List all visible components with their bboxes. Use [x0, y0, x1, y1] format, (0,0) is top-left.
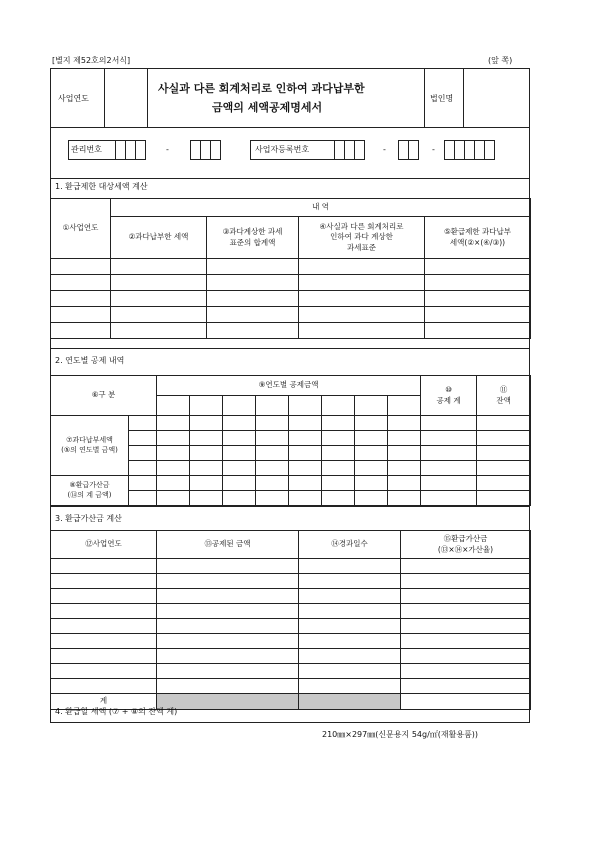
biz-reg-box[interactable]	[354, 140, 365, 160]
total-gray-cell	[157, 694, 299, 710]
col-refund-limited-tax: ⑤환급제한 과다납부 세액(②×(④/③))	[425, 217, 531, 259]
table-row[interactable]	[51, 307, 531, 323]
section3-table	[50, 530, 531, 710]
section3-title: 3. 환급가산금 계산	[55, 514, 122, 523]
biz-reg-box[interactable]	[484, 140, 495, 160]
col-yearly-deduction: ⑨연도별 공제금액	[157, 376, 421, 396]
row-overpaid-tax: ⑦과다납부세액 (⑤의 연도별 금액)	[51, 416, 129, 476]
col-business-year: ①사업연도	[51, 199, 111, 259]
form-number: [별지 제52호의2서식]	[52, 56, 131, 65]
section1-title: 1. 환급제한 대상세액 계산	[55, 182, 148, 191]
business-year-label: 사업연도	[58, 94, 89, 103]
section1-table	[50, 198, 531, 339]
content-header: 내 역	[111, 199, 531, 217]
mgmt-no-box[interactable]	[135, 140, 146, 160]
table-row[interactable]	[51, 275, 531, 291]
table-row[interactable]	[51, 574, 531, 589]
biz-reg-label: 사업자등록번호	[255, 145, 310, 154]
col-deducted-amount: ⑬공제된 금액	[157, 531, 299, 559]
col-refund-interest: ⑮환급가산금 (⑬×⑭×가산율)	[401, 531, 531, 559]
total-refund-interest[interactable]	[401, 694, 531, 710]
table-row[interactable]	[51, 604, 531, 619]
dash: -	[432, 145, 435, 154]
mgmt-no-label: 관리번호	[71, 145, 102, 154]
col-false-accounting-base: ④사실과 다른 회계처리로 인하여 과다 계상한 과세표준	[299, 217, 425, 259]
table-row[interactable]	[51, 323, 531, 339]
table-row[interactable]	[51, 679, 531, 694]
dash: -	[166, 145, 169, 154]
section4-title: 4. 환급할 세액 (⑦ + ⑧의 잔액 계)	[55, 707, 178, 716]
dash: -	[383, 145, 386, 154]
total-gray-cell	[299, 694, 401, 710]
table-row[interactable]	[51, 649, 531, 664]
table-row[interactable]	[51, 259, 531, 275]
col-elapsed-days: ⑭경과일수	[299, 531, 401, 559]
section2-title: 2. 연도별 공제 내역	[55, 356, 125, 365]
col-gubun: ⑥구 분	[51, 376, 157, 416]
paper-spec: 210㎜×297㎜(신문용지 54g/㎡(재활용품))	[322, 730, 479, 739]
business-year-field[interactable]	[104, 68, 148, 128]
form-title-line1: 사실과 다른 회계처리로 인하여 과다납부한	[158, 82, 365, 95]
corp-name-field[interactable]	[463, 68, 530, 128]
col-overstated-base: ③과다계상한 과세 표준의 합계액	[207, 217, 299, 259]
table-row[interactable]	[51, 634, 531, 649]
id-row	[50, 128, 530, 178]
total-label: 계	[51, 694, 157, 710]
table-row[interactable]	[51, 291, 531, 307]
col-overpaid-tax: ②과다납부한 세액	[111, 217, 207, 259]
table-row[interactable]	[51, 664, 531, 679]
mgmt-no-box[interactable]	[210, 140, 221, 160]
biz-reg-box[interactable]	[408, 140, 419, 160]
form-title-line2: 금액의 세액공제명세서	[212, 101, 323, 114]
page-side: (앞 쪽)	[488, 56, 513, 65]
table-row[interactable]	[51, 589, 531, 604]
col-deduction-total: ⑩ 공제 계	[421, 376, 477, 416]
table-row[interactable]	[51, 476, 531, 491]
form-header	[50, 68, 530, 128]
table-row[interactable]	[51, 416, 531, 431]
col-balance: ⑪ 잔액	[477, 376, 531, 416]
col-business-year: ⑫사업연도	[51, 531, 157, 559]
table-row[interactable]	[51, 559, 531, 574]
table-row[interactable]	[51, 619, 531, 634]
row-refund-interest: ⑧환급가산금 (⑭의 계 금액)	[51, 476, 129, 506]
corp-name-label: 법인명	[430, 94, 454, 103]
section2-table	[50, 375, 531, 506]
